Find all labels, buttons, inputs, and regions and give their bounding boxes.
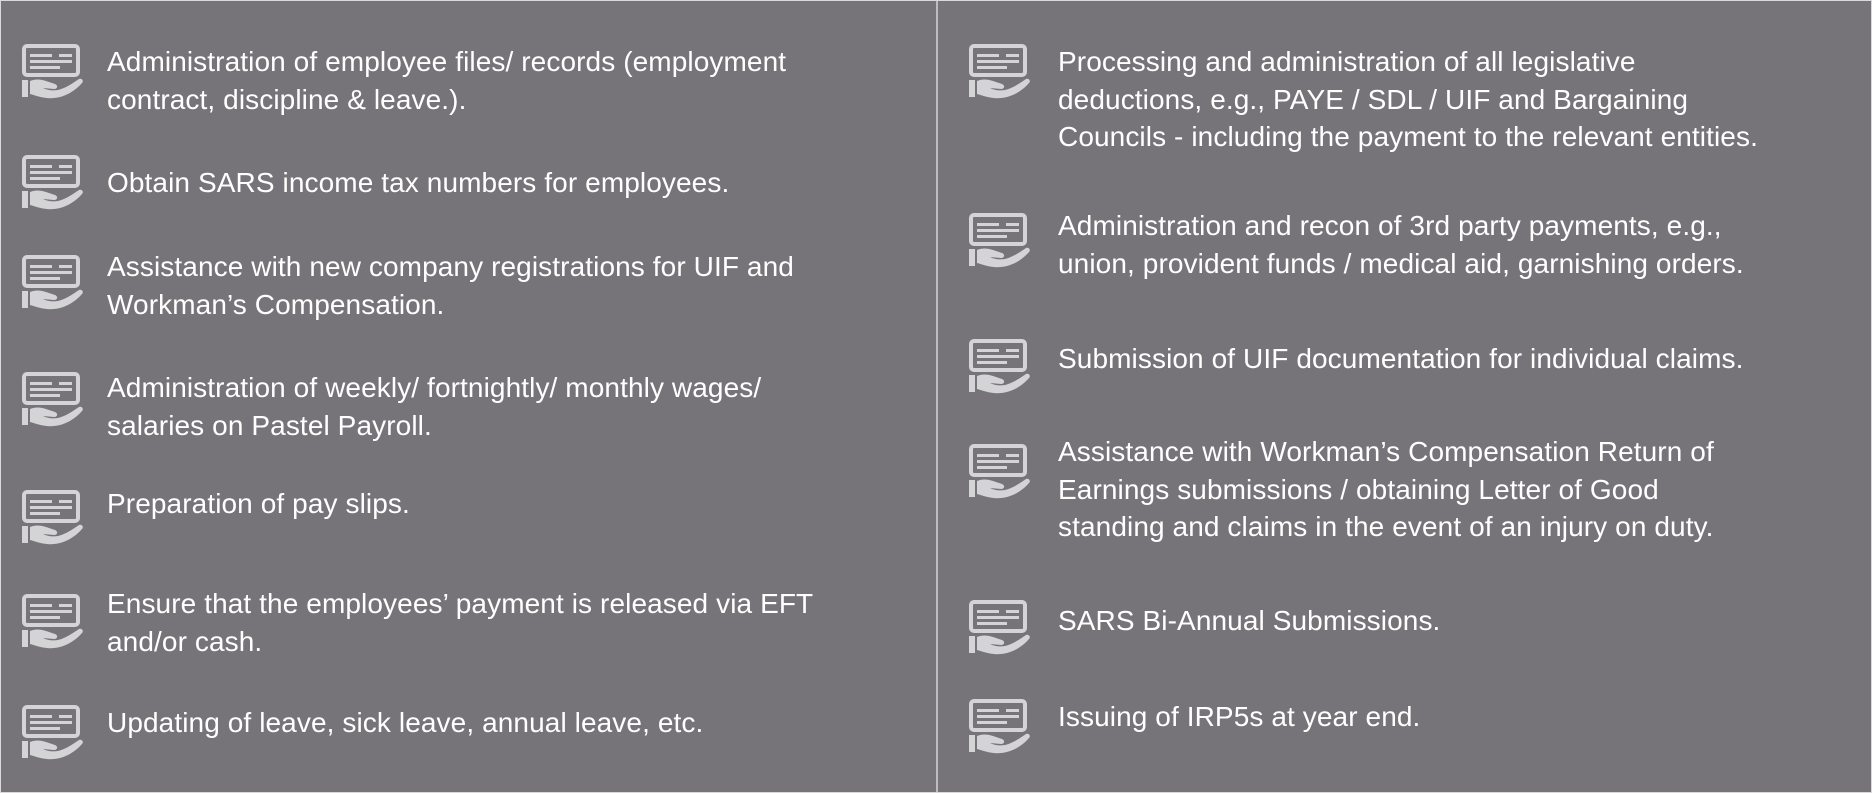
column-divider	[936, 1, 938, 792]
list-item-text: Obtain SARS income tax numbers for employees.	[107, 167, 730, 198]
list-item-text: Administration of employee files/ records (employment contract, discipline & leave.).	[107, 46, 787, 115]
hand-holding-document-icon	[968, 698, 1030, 758]
list-item-text: Administration and recon of 3rd party payments, e.g., union, provident funds / medical aid, garnishing orders.	[1058, 210, 1744, 279]
list-item-text: Ensure that the employees’ payment is released via EFT and/or cash.	[107, 588, 814, 657]
list-item-text: Administration of weekly/ fortnightly/ monthly wages/ salaries on Pastel Payroll.	[107, 372, 762, 441]
hand-holding-document-icon	[21, 704, 83, 764]
list-item-text: Submission of UIF documentation for individual claims.	[1058, 343, 1744, 374]
hand-holding-document-icon	[21, 43, 83, 103]
hand-holding-document-icon	[968, 443, 1030, 503]
hand-holding-document-icon	[21, 254, 83, 314]
list-item-text: Assistance with Workman’s Compensation Return of Earnings submissions / obtaining Letter of Good standing and claims in the event of an injury on duty.	[1058, 436, 1714, 542]
hand-holding-document-icon	[968, 338, 1030, 398]
hand-holding-document-icon	[21, 489, 83, 549]
list-item-text: SARS Bi-Annual Submissions.	[1058, 605, 1441, 636]
hand-holding-document-icon	[968, 599, 1030, 659]
hand-holding-document-icon	[968, 43, 1030, 103]
list-item-text: Updating of leave, sick leave, annual leave, etc.	[107, 707, 704, 738]
list-item-text: Assistance with new company registrations for UIF and Workman’s Compensation.	[107, 251, 794, 320]
hand-holding-document-icon	[21, 154, 83, 214]
list-item-text: Issuing of IRP5s at year end.	[1058, 701, 1421, 732]
list-item-text: Preparation of pay slips.	[107, 488, 410, 519]
list-item-text: Processing and administration of all legislative deductions, e.g., PAYE / SDL / UIF and Bargaining Councils - including the payment to the relevant entities.	[1058, 46, 1758, 152]
hand-holding-document-icon	[21, 593, 83, 653]
hand-holding-document-icon	[21, 371, 83, 431]
hand-holding-document-icon	[968, 212, 1030, 272]
